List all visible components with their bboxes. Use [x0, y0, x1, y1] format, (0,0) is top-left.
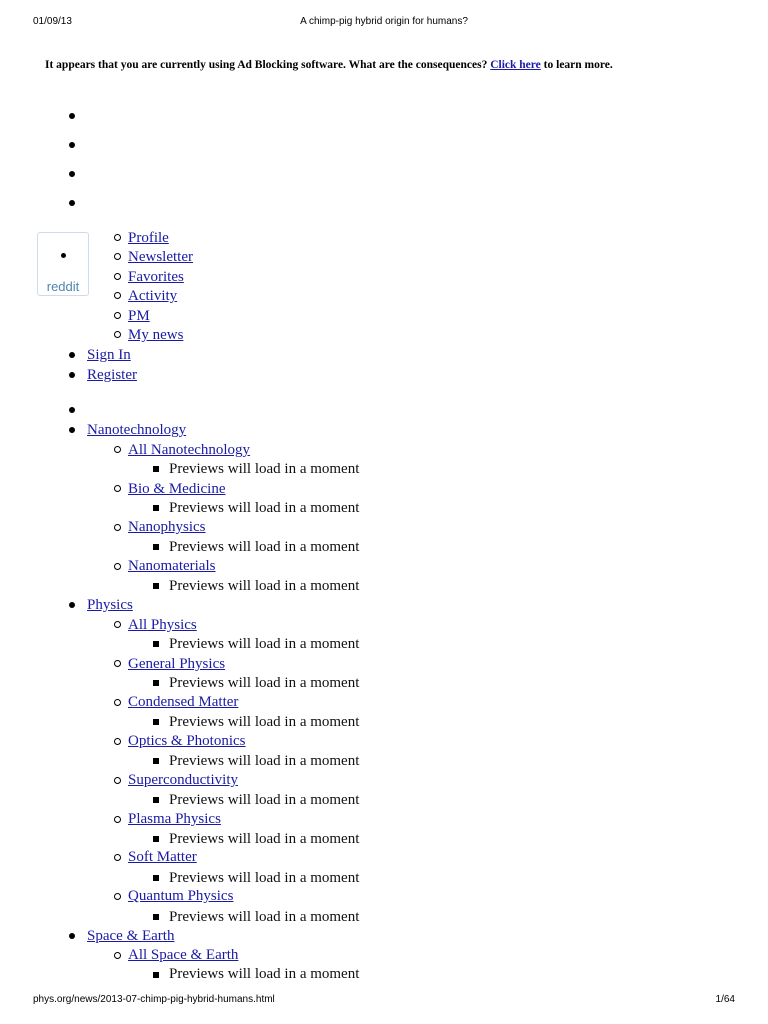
nav-plasma-physics[interactable]: Plasma Physics — [128, 811, 221, 827]
circle-bullet — [114, 234, 121, 241]
preview-placeholder: Previews will load in a moment — [169, 831, 360, 847]
circle-bullet — [114, 660, 121, 667]
circle-bullet — [114, 893, 121, 900]
preview-placeholder: Previews will load in a moment — [169, 714, 360, 730]
list-bullet — [69, 352, 75, 358]
empty-list-bullet — [69, 142, 75, 148]
circle-bullet — [114, 446, 121, 453]
square-bullet — [153, 914, 159, 920]
register-link[interactable]: Register — [87, 367, 137, 383]
circle-bullet — [114, 816, 121, 823]
print-page-title: A chimp-pig hybrid origin for humans? — [300, 16, 468, 27]
newsletter-link[interactable]: Newsletter — [128, 249, 193, 265]
list-bullet — [69, 933, 75, 939]
circle-bullet — [114, 563, 121, 570]
nav-all-physics[interactable]: All Physics — [128, 617, 197, 633]
list-bullet — [69, 427, 75, 433]
nav-all-space-earth[interactable]: All Space & Earth — [128, 947, 239, 963]
square-bullet — [153, 680, 159, 686]
preview-placeholder: Previews will load in a moment — [169, 870, 360, 886]
profile-link[interactable]: Profile — [128, 230, 169, 246]
print-date: 01/09/13 — [33, 16, 72, 27]
nav-all-nanotechnology[interactable]: All Nanotechnology — [128, 442, 251, 458]
circle-bullet — [114, 485, 121, 492]
nav-nanophysics[interactable]: Nanophysics — [128, 519, 206, 535]
nav-soft-matter[interactable]: Soft Matter — [128, 849, 197, 865]
nav-nanotechnology[interactable]: Nanotechnology — [87, 422, 187, 438]
square-bullet — [153, 544, 159, 550]
empty-list-bullet — [69, 171, 75, 177]
ad-block-notice-text: It appears that you are currently using Ad Blocking software. What are the consequences? — [45, 59, 488, 71]
pm-link[interactable]: PM — [128, 308, 150, 324]
nav-physics[interactable]: Physics — [87, 597, 133, 613]
nav-condensed-matter[interactable]: Condensed Matter — [128, 694, 239, 710]
circle-bullet — [114, 952, 121, 959]
empty-list-bullet — [69, 200, 75, 206]
preview-placeholder: Previews will load in a moment — [169, 539, 360, 555]
nav-general-physics[interactable]: General Physics — [128, 656, 226, 672]
circle-bullet — [114, 777, 121, 784]
nav-nanomaterials[interactable]: Nanomaterials — [128, 558, 216, 574]
preview-placeholder: Previews will load in a moment — [169, 792, 360, 808]
empty-list-bullet — [69, 113, 75, 119]
reddit-share-widget[interactable] — [37, 232, 89, 296]
nav-superconductivity[interactable]: Superconductivity — [128, 772, 238, 788]
nav-quantum-physics[interactable]: Quantum Physics — [128, 888, 234, 904]
preview-placeholder: Previews will load in a moment — [169, 636, 360, 652]
reddit-bullet — [61, 253, 66, 258]
preview-placeholder: Previews will load in a moment — [169, 966, 360, 982]
nav-optics-photonics[interactable]: Optics & Photonics — [128, 733, 246, 749]
activity-link[interactable]: Activity — [128, 288, 178, 304]
sign-in-link[interactable]: Sign In — [87, 347, 131, 363]
print-page-number: 1/64 — [715, 994, 735, 1005]
square-bullet — [153, 641, 159, 647]
square-bullet — [153, 505, 159, 511]
nav-bio-medicine[interactable]: Bio & Medicine — [128, 481, 226, 497]
square-bullet — [153, 972, 159, 978]
preview-placeholder: Previews will load in a moment — [169, 909, 360, 925]
circle-bullet — [114, 621, 121, 628]
square-bullet — [153, 758, 159, 764]
empty-list-bullet — [69, 407, 75, 413]
print-url: phys.org/news/2013-07-chimp-pig-hybrid-humans.html — [33, 994, 275, 1005]
square-bullet — [153, 719, 159, 725]
square-bullet — [153, 797, 159, 803]
square-bullet — [153, 875, 159, 881]
ad-block-notice-suffix: to learn more. — [543, 59, 613, 71]
ad-block-notice — [45, 59, 613, 71]
preview-placeholder: Previews will load in a moment — [169, 675, 360, 691]
my-news-link[interactable]: My news — [128, 327, 184, 343]
circle-bullet — [114, 524, 121, 531]
circle-bullet — [114, 854, 121, 861]
preview-placeholder: Previews will load in a moment — [169, 500, 360, 516]
square-bullet — [153, 583, 159, 589]
circle-bullet — [114, 253, 121, 260]
preview-placeholder: Previews will load in a moment — [169, 578, 360, 594]
list-bullet — [69, 372, 75, 378]
list-bullet — [69, 602, 75, 608]
circle-bullet — [114, 738, 121, 745]
preview-placeholder: Previews will load in a moment — [169, 461, 360, 477]
circle-bullet — [114, 312, 121, 319]
circle-bullet — [114, 292, 121, 299]
favorites-link[interactable]: Favorites — [128, 269, 184, 285]
preview-placeholder: Previews will load in a moment — [169, 753, 360, 769]
square-bullet — [153, 836, 159, 842]
reddit-label: reddit — [46, 279, 80, 294]
nav-space-earth[interactable]: Space & Earth — [87, 928, 175, 944]
circle-bullet — [114, 699, 121, 706]
circle-bullet — [114, 273, 121, 280]
click-here-link[interactable]: Click here — [490, 59, 541, 71]
circle-bullet — [114, 331, 121, 338]
square-bullet — [153, 466, 159, 472]
